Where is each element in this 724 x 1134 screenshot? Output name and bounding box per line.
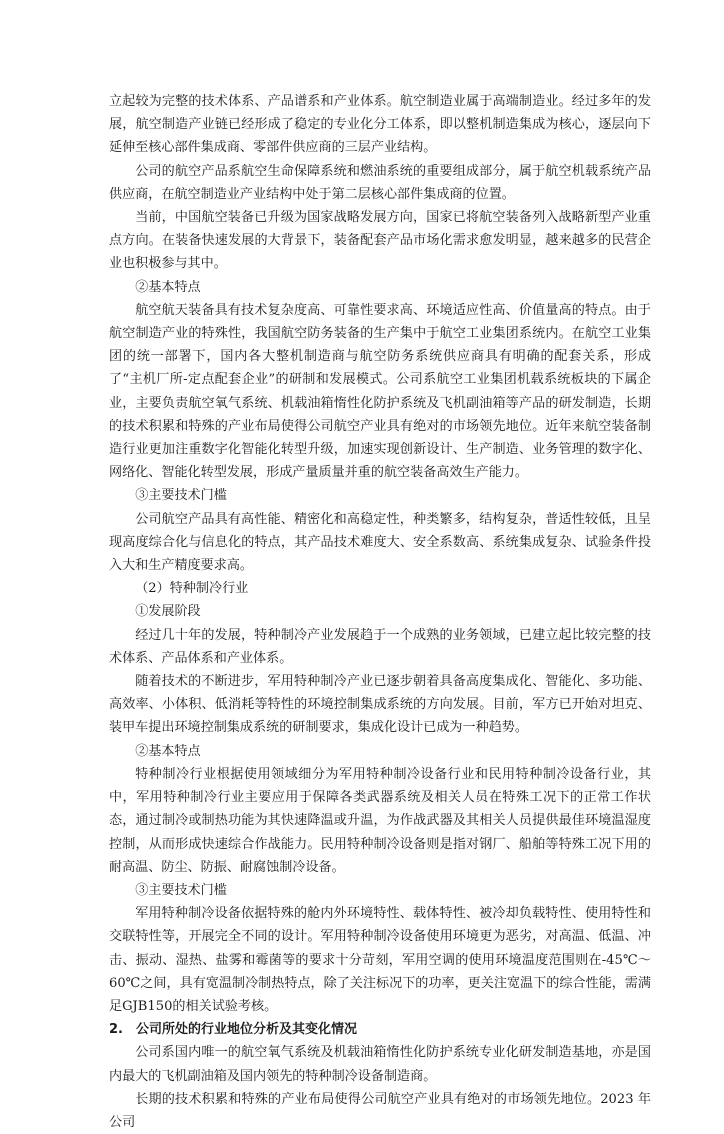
paragraph-market-leadership: 长期的技术积累和特殊的产业布局使得公司航空产业具有绝对的市场领先地位。2023 年公司 bbox=[109, 1091, 651, 1130]
paragraph-refrigeration-features: 特种制冷行业根据使用领域细分为军用特种制冷设备行业和民用特种制冷设备行业，其中，军用特种制冷行业主要应用于保障各类武器系统及相关人员在特殊工况下的正常工作状态，通过制冷或制热功能为其快速降温或升温，为作战武器及其相关人员提供最佳环境温湿度控制，从而形成快速综合作战能力。民用特种制冷设备则是指对钢厂、船舶等特殊工况下用的耐高温、防尘、防振、耐腐蚀制冷设备。 bbox=[109, 766, 651, 875]
subheading-technical-barriers-aviation: ③主要技术门槛 bbox=[135, 488, 227, 504]
subheading-basic-features-aviation: ②基本特点 bbox=[135, 279, 201, 295]
subheading-basic-features-refrigeration: ②基本特点 bbox=[135, 743, 201, 759]
subheading-technical-barriers-refrigeration: ③主要技术门槛 bbox=[135, 882, 227, 898]
paragraph-industry-position: 公司系国内唯一的航空氧气系统及机载油箱惰性化防护系统专业化研发制造基地，亦是国内最大的飞机副油箱及国内领先的特种制冷设备制造商。 bbox=[109, 1045, 651, 1084]
paragraph-continuation: 立起较为完整的技术体系、产品谱系和产业体系。航空制造业属于高端制造业。经过多年的发展，航空制造产业链已经形成了稳定的专业化分工体系，即以整机制造集成为核心，逐层向下延伸至核心部件集成商、零部件供应商的三层产业结构。 bbox=[109, 94, 651, 156]
paragraph-strategic-direction: 当前，中国航空装备已升级为国家战略发展方向，国家已将航空装备列入战略新型产业重点方向。在装备快速发展的大背景下，装备配套产品市场化需求愈发明显，越来越多的民营企业也积极参与其中。 bbox=[109, 210, 651, 272]
paragraph-aviation-barriers: 公司航空产品具有高性能、精密化和高稳定性，种类繁多，结构复杂，普适性较低，且呈现高度综合化与信息化的特点，其产品技术难度大、安全系数高、系统集成复杂、试验条件投入大和生产精度要求高。 bbox=[109, 511, 651, 574]
paragraph-aviation-features: 航空航天装备具有技术复杂度高、可靠性要求高、环境适应性高、价值量高的特点。由于航空制造产业的特殊性，我国航空防务装备的生产集中于航空工业集团系统内。在航空工业集团的统一部署下，国内各大整机制造商与航空防务系统供应商具有明确的配套关系，形成了“主机厂所-定点配套企业”的研制和发展模式。公司系航空工业集团机载系统板块的下属企业，主要负责航空氧气系统、机载油箱惰性化防护系统及飞机副油箱等产品的研发制造，长期的技术积累和特殊的产业布局使得公司航空产业具有绝对的市场领先地位。近年来航空装备制造行业更加注重数字化智能化转型升级，加速实现创新设计、生产制造、业务管理的数字化、网络化、智能化转型发展，形成产量质量并重的航空装备高效生产能力。 bbox=[109, 302, 651, 481]
paragraph-refrigeration-barriers: 军用特种制冷设备依据特殊的舱内外环境特性、载体特性、被冷却负载特性、使用特性和交联特性等，开展完全不同的设计。军用特种制冷设备使用环境更为恶劣，对高温、低温、冲击、振动、湿热、盐雾和霉菌等的要求十分苛刻，军用空调的使用环境温度范围则在-45℃～60℃之间，具有宽温制冷制热特点，除了关注标况下的功率，更关注宽温下的综合性能，需满足GJB150的相关试验考核。 bbox=[109, 906, 651, 1014]
document-page bbox=[109, 90, 651, 1134]
subheading-development-stage: ①发展阶段 bbox=[135, 604, 201, 620]
section-heading-special-refrigeration: （2）特种制冷行业 bbox=[135, 581, 249, 597]
paragraph-refrigeration-development: 经过几十年的发展，特种制冷产业发展趋于一个成熟的业务领域，已建立起比较完整的技术体系、产品体系和产业体系。 bbox=[109, 627, 651, 666]
paragraph-aviation-product-position: 公司的航空产品系航空生命保障系统和燃油系统的重要组成部分，属于航空机载系统产品供应商，在航空制造业产业结构中处于第二层核心部件集成商的位置。 bbox=[109, 163, 651, 202]
section-heading-industry-position: 2. 公司所处的行业地位分析及其变化情况 bbox=[109, 1022, 357, 1038]
paragraph-refrigeration-trend: 随着技术的不断进步，军用特种制冷产业已逐步朝着具备高度集成化、智能化、多功能、高效率、小体积、低消耗等特性的环境控制集成系统的方向发展。目前，军方已开始对坦克、装甲车提出环境控制集成系统的研制要求，集成化设计已成为一种趋势。 bbox=[109, 674, 651, 736]
